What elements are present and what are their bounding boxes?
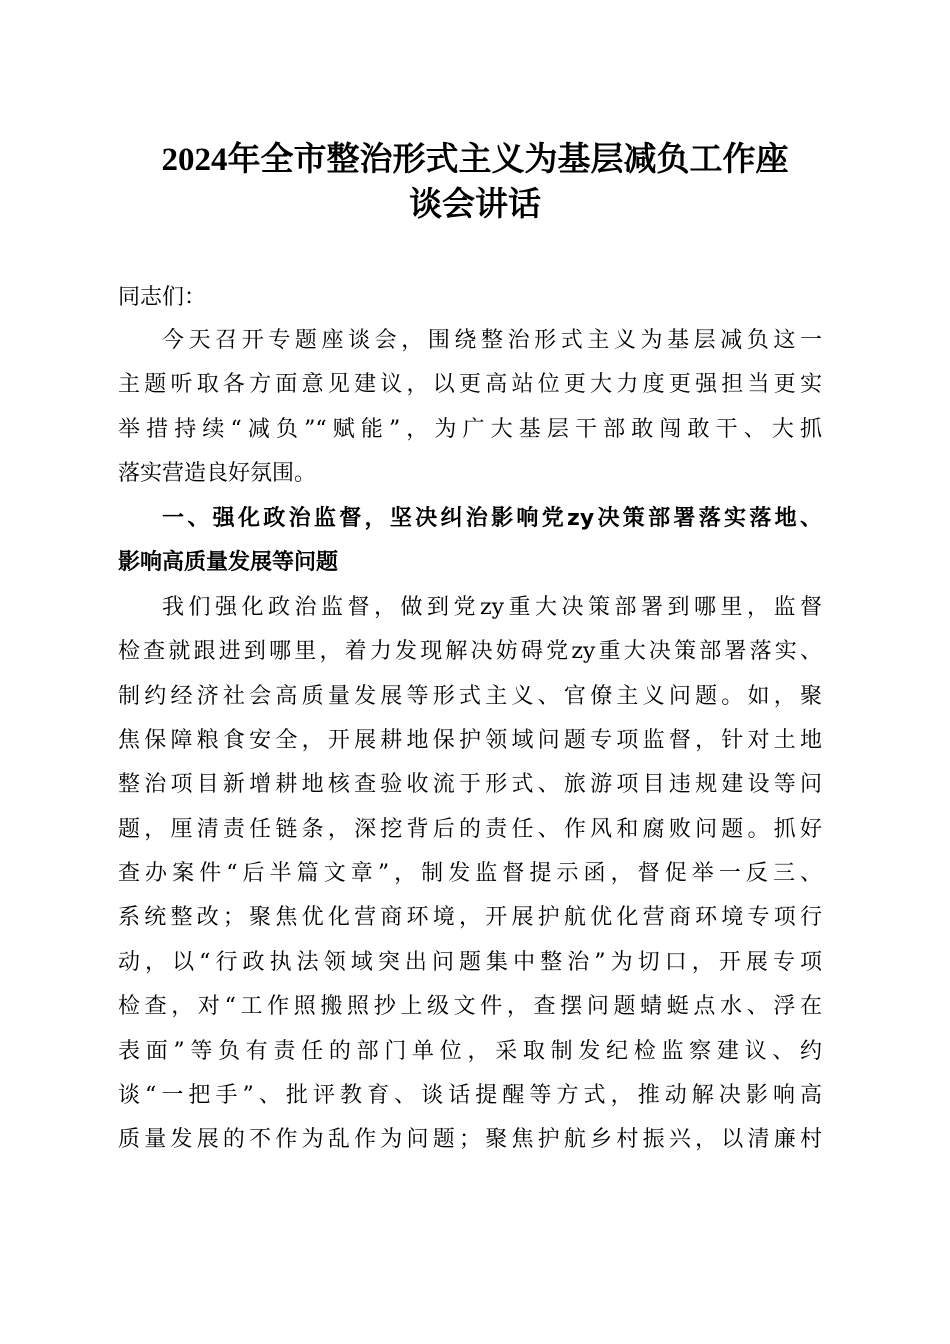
body-line: 检查就跟进到哪里，着力发现解决妨碍党zy重大决策部署落实、 — [118, 639, 822, 664]
section-heading-line: 一、强化政治监督，坚决纠治影响党zy决策部署落实落地、 — [162, 506, 822, 531]
body-line: 谈“一把手”、批评教育、谈话提醒等方式，推动解决影响高 — [118, 1083, 822, 1108]
body-line: 焦保障粮食安全，开展耕地保护领域问题专项监督，针对土地 — [118, 728, 822, 753]
section-heading-line: 影响高质量发展等问题 — [118, 550, 339, 575]
body-line: 我们强化政治监督，做到党zy重大决策部署到哪里，监督 — [162, 595, 822, 620]
body-line: 查办案件“后半篇文章”，制发监督提示函，督促举一反三、 — [118, 861, 822, 886]
intro-line: 今天召开专题座谈会，围绕整治形式主义为基层减负这一 — [162, 328, 822, 353]
intro-line: 主题听取各方面意见建议，以更高站位更大力度更强担当更实 — [118, 372, 822, 397]
body-line: 制约经济社会高质量发展等形式主义、官僚主义问题。如，聚 — [118, 684, 822, 709]
body-line: 整治项目新增耕地核查验收流于形式、旅游项目违规建设等问 — [118, 772, 822, 797]
intro-line: 举措持续“减负”“赋能”，为广大基层干部敢闯敢干、大抓 — [118, 417, 822, 442]
body-line: 质量发展的不作为乱作为问题；聚焦护航乡村振兴，以清廉村 — [118, 1127, 822, 1152]
body-line: 表面”等负有责任的部门单位，采取制发纪检监察建议、约 — [118, 1039, 822, 1064]
salutation: 同志们： — [118, 285, 207, 310]
body-line: 检查，对“工作照搬照抄上级文件，查摆问题蜻蜓点水、浮在 — [118, 994, 822, 1019]
intro-line: 落实营造良好氛围。 — [118, 461, 317, 486]
body-line: 动，以“行政执法领域突出问题集中整治”为切口，开展专项 — [118, 950, 822, 975]
document-title-line-2: 谈会讲话 — [409, 187, 541, 223]
body-line: 系统整改；聚焦优化营商环境，开展护航优化营商环境专项行 — [118, 905, 822, 930]
document-title-line-1: 2024年全市整治形式主义为基层减负工作座 — [161, 142, 789, 178]
body-line: 题，厘清责任链条，深挖背后的责任、作风和腐败问题。抓好 — [118, 817, 822, 842]
